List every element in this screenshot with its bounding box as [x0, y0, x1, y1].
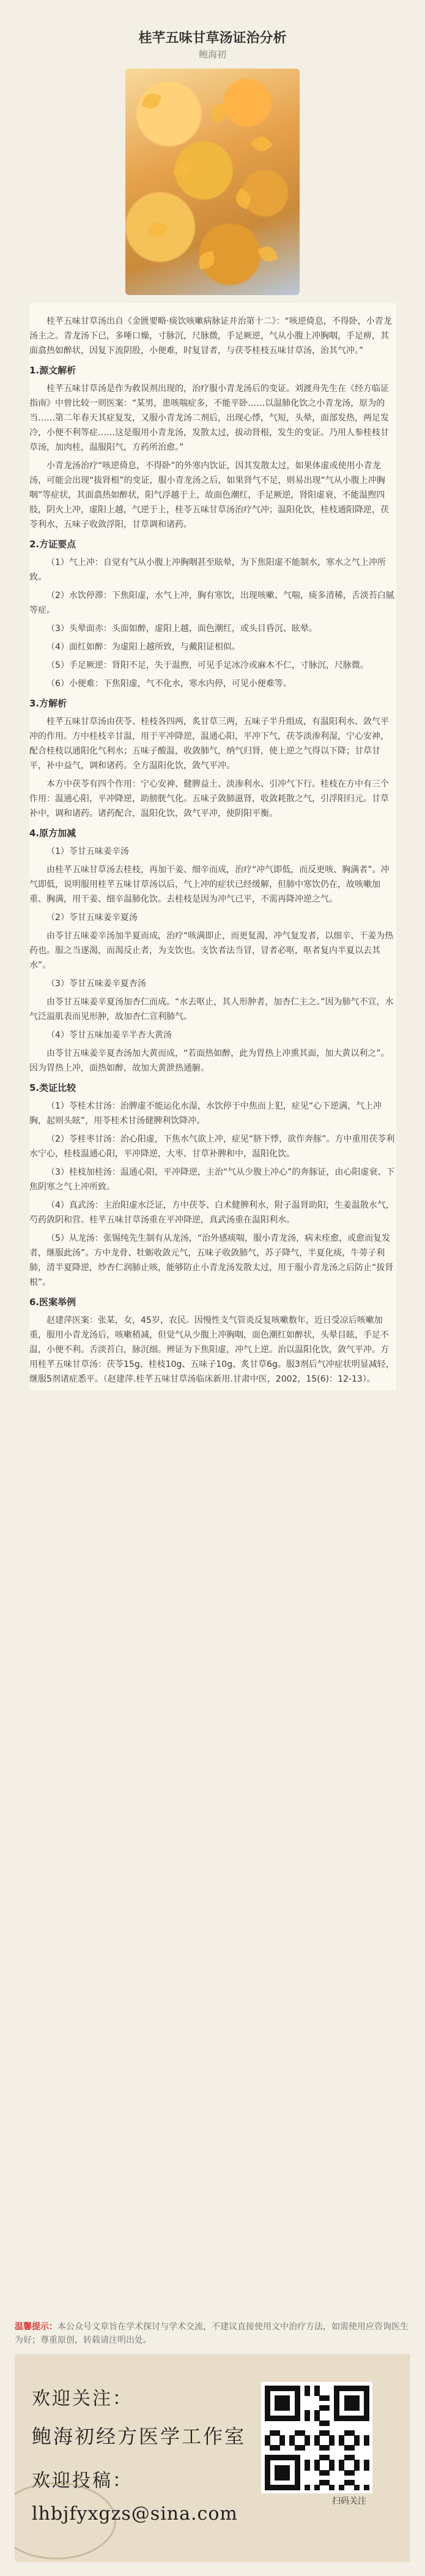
qr-module: [305, 2416, 310, 2421]
article-paragraph: 由苓甘五味姜辛夏杏汤加大黄而成，“若面热如醉，此为胃热上冲熏其面，加大黄以利之”。因为胃热上冲，面热如醉，故加大黄泄热通腑。: [29, 1049, 390, 1073]
article-paragraph: （1）气上冲：自觉有气从小腹上冲胸咽甚至眩晕，为下焦阳虚不能制水，寒水之气上冲所致。: [29, 558, 386, 582]
article-paragraph: （1）苓桂术甘汤：治脾虚不能运化水湿，水饮停于中焦而上犯，症见“心下逆满，气上冲胸，起则头眩”，用苓桂术甘汤健脾利饮降冲。: [29, 1101, 382, 1126]
qr-module: [364, 2485, 369, 2490]
article-paragraph: 赵建萍医案：张某，女，45岁，农民。因慢性支气管炎反复咳嗽数年，近日受凉后咳嗽加重，服用小青龙汤后，咳嗽稍减，但觉气从少腹上冲胸咽，面色潮红如醉状，头晕目眩，手足不温，小便不利。舌淡苔白，脉沉细。辨证为下焦阳虚，冲气上逆。治以温阳化饮，敛气平冲。方用桂芊五味甘草汤：茯苓15g、桂枝10g、五味子10g、炙甘草6g。服3剂后气冲症状明显减轻，继服5剂诸症悉平。（赵建萍.桂芊五味甘草汤临床新用.甘肃中医，2002，15(6)：12-13）。: [29, 1316, 394, 1384]
article-paragraph: 由苓甘五味姜辛汤加半夏而成，治疗“咳满即止，而更复渴，冲气复发者，以细辛、干姜为热药也。服之当遂渴，而渴反止者，为支饮也。支饮者法当冒，冒者必呕，呕者复内半夏以去其水”。: [29, 931, 394, 970]
footer-email[interactable]: lhbjfyxgzs@sina.com: [32, 2503, 238, 2525]
article-title: 桂芊五味甘草汤证治分析: [138, 31, 287, 46]
article-paragraph: 由桂芊五味甘草汤去桂枝，再加干姜、细辛而成，治疗“冲气即低，而反更咳、胸满者”。冲气即低，说明服用桂芊五味甘草汤以后，气上冲的症状已经缓解，但肺中寒饮仍在，故咳嗽加重、胸满，用干姜、细辛温肺化饮。去桂枝是因为冲气已平，不需再降冲逆之气。: [29, 865, 390, 904]
qr-module: [349, 2470, 355, 2476]
qr-module: [295, 2485, 300, 2490]
article-paragraph: 小青龙汤治疗“咳逆倚息，不得卧”的外寒内饮证，因其发散太过，如果体虚或使用小青龙汤，可能会出现“拔肾根”的变证，服小青龙汤之后，如果肾气不足，则易出现“气从小腹上冲胸咽”等症状，其面翕热如醉状，阳气浮越于上，故面色潮红，手足厥逆，肾阳虚衰，不能温煦四肢，阴火上冲，虚阳上越，气逆于上，桂苓五味甘草汤治疗气冲；温阳化饮，桂枝通阳降逆，茯苓利水，五味子收敛浮阳，甘草调和诸药。: [29, 461, 389, 530]
qr-module: [354, 2440, 360, 2446]
disclaimer-note: [15, 2320, 410, 2347]
article-paragraph: 由苓甘五味姜辛夏汤加杏仁而成。“水去呕止，其人形肿者，加杏仁主之。”因为肺气不宣，水气泛溢肌表而见形肿，故加杏仁宣利肺气。: [29, 997, 394, 1022]
note-label: 温馨提示：: [15, 2322, 57, 2332]
qr-module: [279, 2440, 285, 2446]
section-heading: 4.原方加减: [29, 828, 76, 839]
article-paragraph: （5）手足厥逆：肾阳不足，失于温煦，可见手足冰冷或麻木不仁，寸脉沉，尺脉微。: [46, 661, 369, 670]
section-heading: 6.医案举例: [29, 1297, 76, 1308]
section-heading: 5.类证比较: [29, 1082, 76, 1093]
section-heading: 3.方解析: [29, 698, 67, 709]
qr-module: [324, 2395, 330, 2401]
qr-caption: 扫码关注: [332, 2496, 366, 2506]
qr-module: [364, 2465, 369, 2471]
footer-studio-name: 鲍海初经方医学工作室: [32, 2425, 246, 2448]
note-text: 本公众号文章旨在学术探讨与学术交流，不建议直接使用文中治疗方法，如需使用应咨询医生为好；尊重原创，转载请注明出处。: [15, 2322, 408, 2345]
qr-module: [354, 2485, 360, 2490]
qr-module: [314, 2485, 320, 2490]
hero-image-autumn-leaves: [125, 69, 300, 295]
article-body: [29, 303, 396, 1390]
footer-text-block: [32, 2383, 258, 2530]
qr-module: [305, 2485, 310, 2490]
qr-module: [324, 2470, 330, 2476]
article-paragraph: 桂芊五味甘草汤是作为救误剂出现的，治疗服小青龙汤后的变证。刘渡舟先生在《经方临证指南》中曾比较一则医案：“某男，患咳喘症多，不能平卧……以温肺化饮之小青龙汤，原为的当……第二年春天其症复发，又服小青龙汤二剂后，出现心悸，气短，头晕，面部发热，两足发冷，小便不利等症……这是服用小青龙汤，发散太过，拔动肾根，发生的变证。乃用人参桂枝甘草汤，加肉桂，温服阳气，方药所治愈。”: [29, 384, 389, 452]
article-paragraph: （5）从龙汤：张锡纯先生制有从龙汤，“治外感痰喘，服小青龙汤，病未痊愈，或愈而复发者，继服此汤”。方中龙骨、牡蛎收敛元气，五味子收敛肺气，苏子降气，半夏化痰，牛蒡子利肺，清半夏降逆，炒杏仁润肺止咳，能够防止小青龙汤发散太过，用于服小青龙汤之后防止“拔肾根”。: [29, 1234, 394, 1287]
qr-module: [349, 2445, 355, 2451]
article-author: 鲍海初: [198, 49, 226, 60]
article-paragraph: （2）苓桂枣甘汤：治心阳虚，下焦水气欲上冲，症见“脐下悸，欲作奔豚”。方中重用茯苓利水宁心，桂枝温通心阳，平冲降逆，大枣、甘草补脾和中，温阳化饮。: [29, 1134, 395, 1159]
qr-module: [364, 2416, 369, 2421]
article-paragraph: （3）头晕面赤：头面如醉，虚阳上越，面色潮红，或头目昏沉、眩晕。: [46, 624, 317, 634]
article-paragraph: （4）苓甘五味加姜辛半杏大黄汤: [46, 1030, 172, 1040]
qr-module: [324, 2421, 330, 2426]
qr-module: [329, 2440, 334, 2446]
qr-module: [339, 2485, 344, 2490]
qr-module: [324, 2445, 330, 2451]
article-paragraph: 桂芊五味甘草汤由茯苓、桂枝各四两，炙甘草三两，五味子半升组成，有温阳利水、敛气平冲的作用。方中桂枝辛甘温，用于平冲降逆，温通心阳，平冲下气，茯苓淡渗利湿，宁心安神，配合桂枝以通阳化气利水；五味子酸温，收敛肺气，纳气归肾，使上逆之气得以下降；甘草甘平，补中益气，调和诸药。全方温阳化饮，敛气平冲。: [29, 717, 389, 771]
article-paragraph: 桂芊五味甘草汤出自《金匮要略·痰饮咳嗽病脉证并治第十二》：“咳逆倚息，不得卧，小青龙汤主之。青龙汤下已，多唾口燥，寸脉沉，尺脉微，手足厥逆，气从小腹上冲胸咽，手足痹，其面翕热如醉状，因复下流阴股，小便难，时复冒者，与茯苓桂枝五味甘草汤，治其气冲。”: [29, 316, 392, 356]
qr-module: [305, 2391, 310, 2396]
qr-module: [295, 2416, 300, 2421]
article-paragraph: （1）苓甘五味姜辛汤: [46, 847, 129, 856]
qr-module: [354, 2405, 360, 2411]
article-paragraph: 本方中茯苓有四个作用：宁心安神、健脾益土、淡渗利水、引冲气下行。桂枝在方中有三个作用：温通心阳，平冲降逆，助膀胱气化。五味子敛肺滋肾，收敛耗散之气，引浮阳归元。甘草补中，调和诸药。诸药配合，温阳化饮，敛气平冲，使阴阳平衡。: [29, 779, 389, 818]
footer-submit-label: 欢迎投稿：: [32, 2470, 133, 2492]
qr-module: [305, 2465, 310, 2471]
qr-module: [354, 2465, 360, 2471]
article-paragraph: （2）水饮停滞：下焦阳虚，水气上冲，胸有寒饮，出现咳嗽、气喘，痰多清稀，舌淡苔白腻等症。: [29, 591, 394, 615]
qr-module: [364, 2440, 369, 2446]
qr-module: [329, 2485, 334, 2490]
qr-module: [284, 2405, 290, 2411]
article-paragraph: （4）面红如醉：为虚阳上越所致，与戴阳证相似。: [46, 642, 240, 652]
article-paragraph: （3）桂枝加桂汤：温通心阳，平冲降逆，主治“气从少腹上冲心”的奔豚证，由心阳虚衰、下焦阴寒之气上冲所致。: [29, 1167, 395, 1192]
qr-module: [300, 2445, 305, 2451]
article-paragraph: （2）苓甘五味姜辛夏汤: [46, 913, 138, 923]
qr-module: [275, 2445, 280, 2451]
article-paragraph: （3）苓甘五味姜辛夏杏汤: [46, 979, 146, 989]
footer-banner: [15, 2354, 410, 2562]
qr-code-icon[interactable]: [261, 2382, 372, 2493]
section-heading: 1.源文解析: [29, 365, 76, 376]
article-paragraph: （6）小便难：下焦阳虚，气不化水，寒水内停，可见小便难等。: [46, 679, 292, 689]
qr-module: [324, 2405, 330, 2411]
section-heading: 2.方证要点: [29, 539, 76, 550]
qr-module: [284, 2475, 290, 2481]
qr-module: [305, 2440, 310, 2446]
article-paragraph: （4）真武汤：主治阳虚水泛证，方中茯苓、白术健脾利水，附子温肾助阳，生姜温散水气，芍药敛阴和营。桂芊五味甘草汤重在平冲降逆，真武汤重在温阳利水。: [29, 1200, 394, 1225]
footer-follow-label: 欢迎关注：: [32, 2388, 133, 2409]
qr-module: [329, 2465, 334, 2471]
